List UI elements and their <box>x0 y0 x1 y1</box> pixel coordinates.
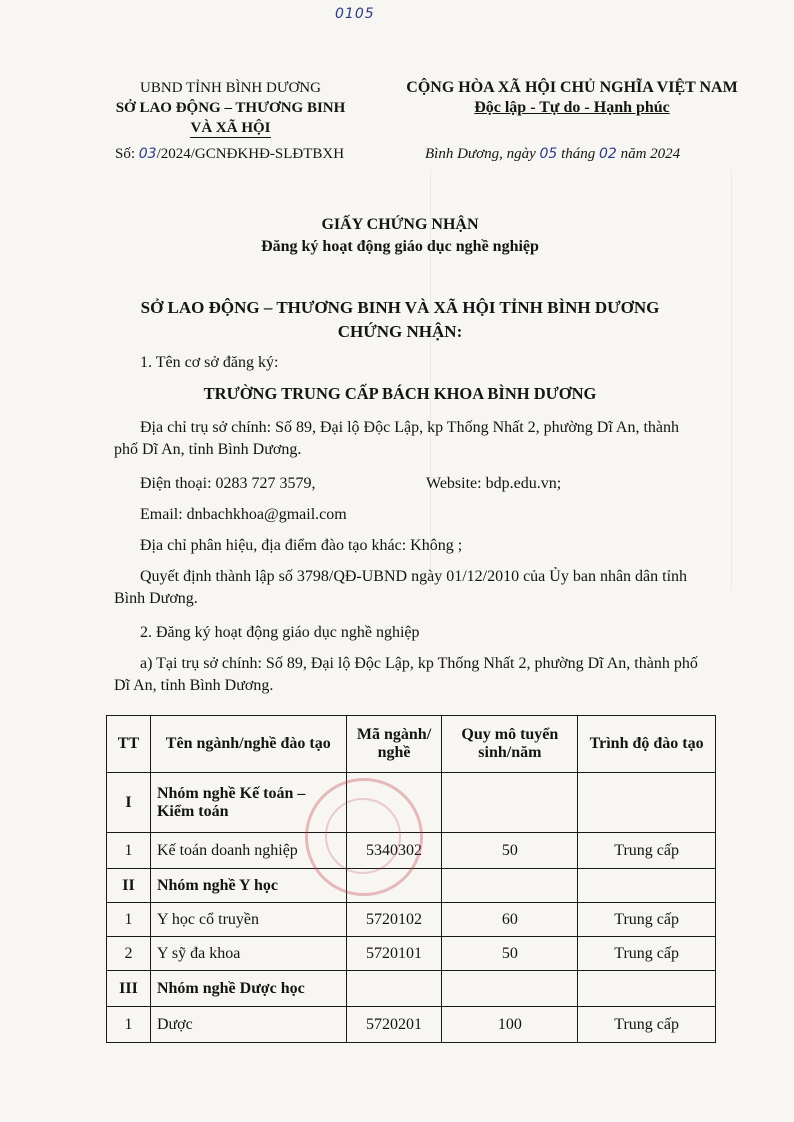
authority-department-cont: VÀ XÃ HỘI <box>190 120 271 136</box>
contact-line <box>140 473 700 495</box>
issuing-authority-header <box>108 78 353 138</box>
table-header-row <box>107 716 716 773</box>
school-address: Địa chỉ trụ sở chính: Số 89, Đại lộ Độc Lập, kp Thống Nhất 2, phường Dĩ An, thành phố Dĩ An, tỉnh Bình Dương. <box>114 419 680 458</box>
national-header <box>393 78 751 118</box>
date-day-handwritten: 05 <box>539 146 558 162</box>
school-phone: Điện thoại: 0283 727 3579, <box>140 475 316 492</box>
table-group-row: II Nhóm nghề Y học <box>107 869 716 903</box>
registration-table <box>106 715 716 1043</box>
certifies-line: CHỨNG NHẬN: <box>337 322 463 341</box>
certificate-title <box>100 214 700 258</box>
table-row: 1 Kế toán doanh nghiệp 5340302 50 Trung cấp <box>107 833 716 869</box>
certificate-subtitle: Đăng ký hoạt động giáo dục nghề nghiệp <box>261 238 539 255</box>
branch-address: Địa chỉ phân hiệu, địa điểm đào tạo khác: Không ; <box>140 537 463 554</box>
table-group-row: III Nhóm nghề Dược học <box>107 971 716 1007</box>
issuer-statement <box>100 296 700 344</box>
school-email: Email: dnbachkhoa@gmail.com <box>140 506 347 523</box>
section-1-heading: 1. Tên cơ sở đăng ký: <box>140 354 279 371</box>
header-tt: TT <box>107 716 151 773</box>
document-date: Bình Dương, ngày 05 tháng 02 năm 2024 <box>425 146 681 162</box>
table-row: 1 Dược 5720201 100 Trung cấp <box>107 1007 716 1043</box>
official-stamp-inner-ring <box>325 798 401 874</box>
certificate-main-title: GIẤY CHỨNG NHẬN <box>321 216 479 233</box>
header-training-level: Trình độ đào tạo <box>578 716 716 773</box>
section-2-heading: 2. Đăng ký hoạt động giáo dục nghề nghiệp <box>140 624 420 641</box>
scan-handwritten-note: 0105 <box>335 6 375 22</box>
issuer-line: SỞ LAO ĐỘNG – THƯƠNG BINH VÀ XÃ HỘI TỈNH BÌNH DƯƠNG <box>140 298 660 317</box>
school-name: TRƯỜNG TRUNG CẤP BÁCH KHOA BÌNH DƯƠNG <box>203 384 597 403</box>
authority-department: SỞ LAO ĐỘNG – THƯƠNG BINH <box>115 100 346 116</box>
section-2a-location: a) Tại trụ sở chính: Số 89, Đại lộ Độc Lập, kp Thống Nhất 2, phường Dĩ An, thành phố Dĩ An, tỉnh Bình Dương. <box>114 655 698 694</box>
table-row: 1 Y học cổ truyền 5720102 60 Trung cấp <box>107 903 716 937</box>
document-number-handwritten: 03 <box>138 146 157 162</box>
header-occupation-name: Tên ngành/nghề đào tạo <box>150 716 346 773</box>
national-motto: Độc lập - Tự do - Hạnh phúc <box>474 99 670 116</box>
national-title: CỘNG HÒA XÃ HỘI CHỦ NGHĨA VIỆT NAM <box>406 79 738 96</box>
school-website: Website: bdp.edu.vn; <box>426 475 562 492</box>
table-group-row: I Nhóm nghề Kế toán – Kiểm toán <box>107 773 716 833</box>
header-enrollment-scale: Quy mô tuyển sinh/năm <box>442 716 578 773</box>
document-number: Số: 03/2024/GCNĐKHĐ-SLĐTBXH <box>115 146 345 162</box>
header-occupation-code: Mã ngành/ nghề <box>346 716 442 773</box>
date-month-handwritten: 02 <box>599 146 617 162</box>
table-row: 2 Y sỹ đa khoa 5720101 50 Trung cấp <box>107 937 716 971</box>
establishment-decision: Quyết định thành lập số 3798/QĐ-UBND ngày 01/12/2010 của Ủy ban nhân dân tỉnh Bình Dương. <box>114 568 688 607</box>
authority-province: UBND TỈNH BÌNH DƯƠNG <box>140 80 321 96</box>
